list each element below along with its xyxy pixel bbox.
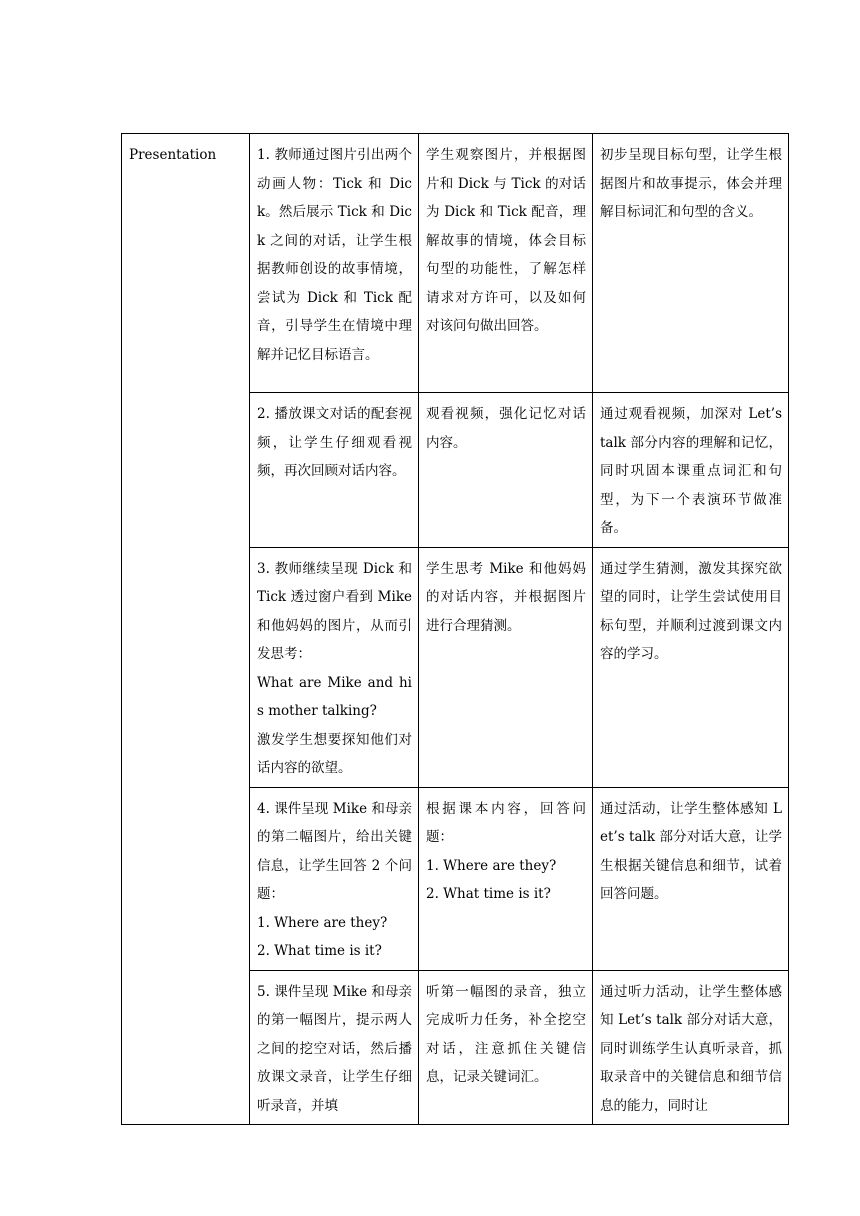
teacher-question-text: 2. What time is it? (257, 943, 382, 959)
lesson-plan-table (121, 133, 789, 1125)
purpose-cell (593, 547, 789, 787)
student-activity-cell (419, 787, 593, 970)
purpose-cell (593, 393, 789, 548)
student-activity-text: 学生观察图片，并根据图片和 Dick 与 Tick 的对话为 Dick 和 Tick 配音，理解故事的情境，体会目标句型的功能性，了解怎样请求对方许可，以及如何对该问句做出回答。 (426, 147, 586, 334)
student-activity-text: 听第一幅图的录音，独立完成听力任务，补全挖空对话，注意抓住关键信息，记录关键词汇。 (426, 983, 586, 1085)
teacher-activity-text: 4. 课件呈现 Mike 和母亲的第二幅图片，给出关键信息，让学生回答 2 个问题： (257, 800, 412, 902)
student-activity-cell (419, 134, 593, 393)
student-answer-text: 2. What time is it? (426, 886, 551, 902)
teacher-activity-cell (250, 970, 419, 1125)
student-activity-text: 观看视频，强化记忆对话内容。 (426, 406, 586, 451)
purpose-cell (593, 787, 789, 970)
teacher-activity-cell (250, 134, 419, 393)
purpose-text: 通过观看视频，加深对 Let’s talk 部分内容的理解和记忆，同时巩固本课重点词汇和句型，为下一个表演环节做准备。 (600, 406, 782, 536)
student-activity-cell (419, 970, 593, 1125)
teacher-question-text: What are Mike and his mother talking? (257, 674, 412, 719)
teacher-activity-text: 5. 课件呈现 Mike 和母亲的第一幅图片，提示两人之间的挖空对话，然后播放课文录音，让学生仔细听录音，并填 (257, 983, 412, 1114)
teacher-activity-cell (250, 547, 419, 787)
purpose-text: 通过学生猜测，激发其探究欲望的同时，让学生尝试使用目标句型，并顺利过渡到课文内容的学习。 (600, 560, 782, 662)
student-answer-text: 1. Where are they? (426, 857, 557, 874)
teacher-activity-text: 3. 教师继续呈现 Dick 和 Tick 透过窗户看到 Mike 和他妈妈的图片，从而引发思考： (257, 560, 412, 662)
purpose-cell (593, 134, 789, 393)
teacher-activity-cell (250, 787, 419, 970)
teacher-activity-text: 1. 教师通过图片引出两个动画人物：Tick 和 Dick。然后展示 Tick 和 Dick 之间的对话，让学生根据教师创设的故事情境，尝试为 Dick 和 Tick 配音，引导学生在情境中理解并记忆目标语言。 (257, 147, 412, 363)
table-row (122, 134, 789, 393)
student-activity-text: 学生思考 Mike 和他妈妈的对话内容，并根据图片进行合理猜测。 (426, 560, 586, 634)
purpose-text: 通过活动，让学生整体感知 Let’s talk 部分对话大意，让学生根据关键信息和细节，试着回答问题。 (600, 800, 782, 902)
student-activity-cell (419, 547, 593, 787)
teacher-activity-text: 激发学生想要探知他们对话内容的欲望。 (257, 731, 412, 776)
teacher-activity-cell (250, 393, 419, 548)
student-activity-text: 根据课本内容，回答问题： (426, 800, 586, 845)
purpose-text: 初步呈现目标句型，让学生根据图片和故事提示，体会并理解目标词汇和句型的含义。 (600, 147, 782, 220)
stage-label: Presentation (129, 147, 217, 163)
purpose-text: 通过听力活动，让学生整体感知 Let’s talk 部分对话大意，同时训练学生认真听录音，抓取录音中的关键信息和细节信息的能力，同时让 (600, 983, 782, 1114)
purpose-cell (593, 970, 789, 1125)
teacher-question-text: 1. Where are they? (257, 914, 388, 931)
stage-cell (122, 134, 250, 1125)
student-activity-cell (419, 393, 593, 548)
teacher-activity-text: 2. 播放课文对话的配套视频，让学生仔细观看视频，再次回顾对话内容。 (257, 406, 412, 479)
